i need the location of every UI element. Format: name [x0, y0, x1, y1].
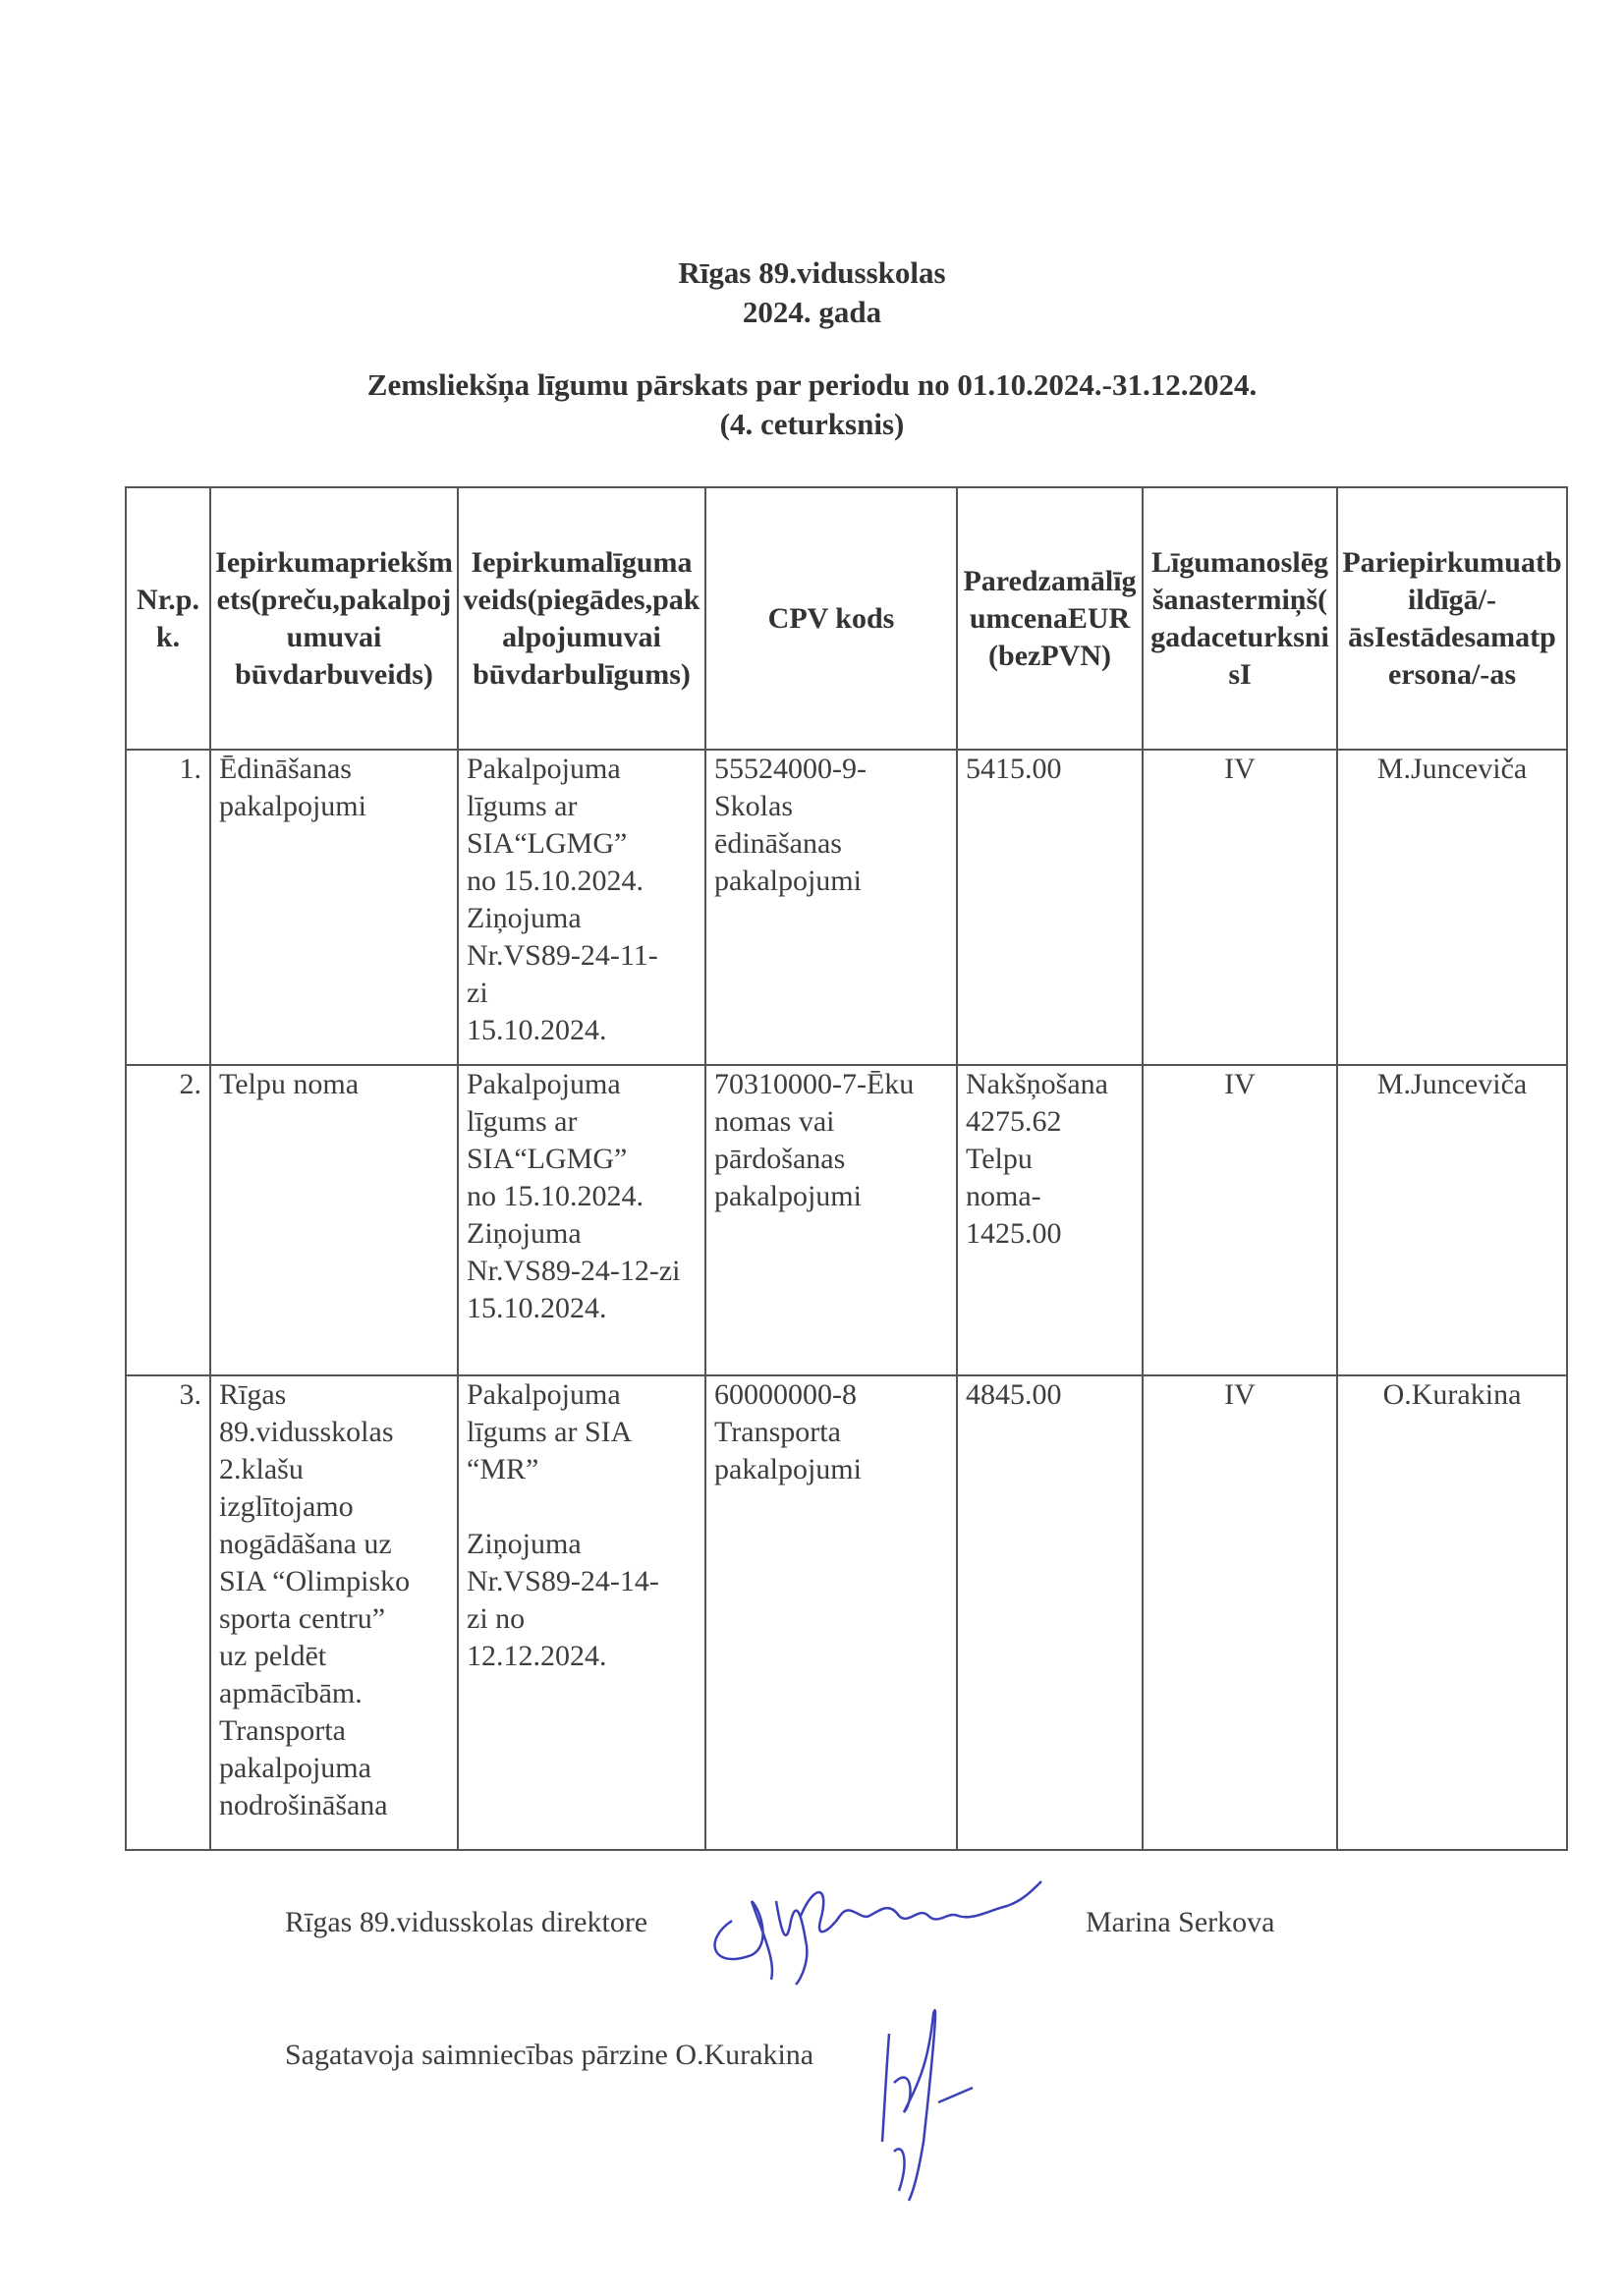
cell-line: Nr.VS89-24-12-zi — [467, 1255, 681, 1287]
cell-cpv — [705, 1375, 957, 1850]
cell-line: pakalpojumi — [219, 790, 366, 822]
cell-line: 89.vidusskolas — [219, 1416, 394, 1448]
col-header-subject — [210, 487, 458, 750]
cell-line: pakalpojumi — [714, 1453, 862, 1485]
cell-line: zi — [467, 977, 488, 1009]
cell-contract-type — [458, 1065, 705, 1375]
cell-line: Pakalpojuma — [467, 1378, 621, 1411]
cell-line: pakalpojumi — [714, 1180, 862, 1212]
cell-line: apmācībām. — [219, 1677, 363, 1709]
cell-line: nodrošināšana — [219, 1789, 388, 1821]
cell-cpv — [705, 1065, 957, 1375]
cell-line: pakalpojumu — [502, 583, 700, 653]
cell-line: CPV kods — [767, 601, 895, 635]
cell-line: Paredzamā — [963, 564, 1105, 597]
cell-line: 12.12.2024. — [467, 1640, 607, 1672]
cell-line: ēdināšanas — [714, 827, 842, 860]
table-header-row — [126, 487, 1567, 750]
cell-line: līguma veids — [463, 545, 693, 616]
cell-line: Par — [1342, 545, 1388, 579]
cell-line: (piegādes, — [527, 583, 653, 616]
cell-term: IV — [1143, 1065, 1337, 1375]
cell-line: līgums ar — [467, 790, 578, 822]
cell-line: Iepirkuma — [471, 545, 606, 579]
cell-line: Ēdināšanas — [219, 753, 352, 785]
cell-price — [957, 1065, 1143, 1375]
cell-line: 5415.00 — [966, 753, 1062, 785]
cell-line: pakalpojumi — [714, 865, 862, 897]
cell-line: SIA“LGMG” — [467, 827, 628, 860]
cell-line: noslēgšanas — [1151, 545, 1329, 616]
cell-subject — [210, 750, 458, 1065]
cell-line: veids) — [359, 657, 433, 691]
cell-line: 1425.00 — [966, 1217, 1062, 1250]
contracts-table — [125, 486, 1568, 1851]
cell-line: Telpu noma — [219, 1068, 360, 1100]
cell-line — [467, 1488, 697, 1526]
director-signature — [693, 1862, 1105, 1994]
cell-line: “MR” — [467, 1453, 539, 1485]
cell-line: no 15.10.2024. — [467, 865, 644, 897]
director-label: Rīgas 89.vidusskolas direktore — [285, 1906, 648, 1938]
cell-line: līgums ar SIA — [467, 1416, 633, 1448]
cell-line: amatpersona/- — [1387, 620, 1556, 691]
cell-nr: 1. — [126, 750, 210, 1065]
cell-subject — [210, 1375, 458, 1850]
cell-line: Nr.VS89-24-14- — [467, 1565, 659, 1597]
col-header-price — [957, 487, 1143, 750]
cell-line: SIA “Olimpisko — [219, 1565, 411, 1597]
cell-line: termiņš — [1220, 583, 1318, 616]
cell-line: 70310000-7-Ēku — [714, 1068, 915, 1100]
cell-line: Nr. — [137, 583, 176, 616]
cell-line: Nr.VS89-24-11- — [467, 939, 658, 972]
cell-line: Ziņojuma — [467, 1528, 582, 1560]
cell-line: 60000000-8 — [714, 1378, 857, 1411]
prepared-by-label: Sagatavoja saimniecības pārzine O.Kurakina — [285, 2039, 814, 2071]
cell-line: Transporta — [219, 1714, 346, 1747]
cell-contract-type — [458, 750, 705, 1065]
cell-price — [957, 750, 1143, 1065]
cell-line: noma- — [966, 1180, 1041, 1212]
cell-line: līgums) — [596, 657, 691, 691]
cell-line: I — [1240, 657, 1252, 691]
cell-cpv — [705, 750, 957, 1065]
cell-nr: 3. — [126, 1375, 210, 1850]
cell-line: pakalpojumu — [286, 583, 452, 653]
cell-contract-type — [458, 1375, 705, 1850]
col-header-nr — [126, 487, 210, 750]
report-title: Zemsliekšņa līgumu pārskats par periodu no 01.10.2024.-31.12.2024. — [366, 367, 1258, 402]
cell-line: EUR (bez — [988, 601, 1131, 672]
cell-line: Rīgas — [219, 1378, 287, 1411]
cell-line: 4845.00 — [966, 1378, 1062, 1411]
cell-line: 15.10.2024. — [467, 1292, 607, 1324]
cell-line: atbildīgā/-ās — [1348, 545, 1562, 653]
cell-term: IV — [1143, 1375, 1337, 1850]
cell-line: vai būvdarbu — [473, 620, 661, 691]
cell-line: līgums ar — [467, 1105, 578, 1138]
cell-line: Pakalpojuma — [467, 1068, 621, 1100]
cell-responsible: M.Junceviča — [1337, 1065, 1567, 1375]
cell-line: Telpu — [966, 1143, 1033, 1175]
cell-line: sporta centru” — [219, 1602, 386, 1635]
cell-line: vai būvdarbu — [235, 620, 382, 691]
cell-nr: 2. — [126, 1065, 210, 1375]
cell-line: zi no — [467, 1602, 526, 1635]
cell-line: pakalpojuma — [219, 1752, 371, 1784]
cell-line: SIA“LGMG” — [467, 1143, 628, 1175]
cell-line: 2.klašu — [219, 1453, 304, 1485]
cell-line: no 15.10.2024. — [467, 1180, 644, 1212]
school-name: Rīgas 89.vidusskolas — [678, 255, 946, 290]
cell-line: Skolas — [714, 790, 794, 822]
table-row — [126, 750, 1567, 1065]
cell-line: pārdošanas — [714, 1143, 846, 1175]
director-name: Marina Serkova — [1086, 1906, 1275, 1938]
cell-line: Iestādes — [1373, 620, 1477, 653]
signature-scribble-preparer — [865, 1994, 1022, 2220]
cell-line: Pakalpojuma — [467, 753, 621, 785]
col-header-responsible — [1337, 487, 1567, 750]
signature-scribble-director — [693, 1862, 1105, 1989]
table-row — [126, 1065, 1567, 1375]
cell-line: 55524000-9- — [714, 753, 867, 785]
cell-line: (gada — [1150, 583, 1328, 653]
col-header-cpv — [705, 487, 957, 750]
cell-line: Līguma — [1150, 545, 1250, 579]
cell-line: Iepirkuma — [215, 545, 350, 579]
cell-line: as — [1489, 657, 1516, 691]
cell-line: 15.10.2024. — [467, 1014, 607, 1046]
report-year: 2024. gada — [742, 295, 882, 329]
cell-responsible: M.Junceviča — [1337, 750, 1567, 1065]
cell-line: p. — [175, 583, 199, 616]
cell-line: Ziņojuma — [467, 902, 582, 934]
cell-line: līgumcena — [969, 564, 1137, 635]
cell-subject — [210, 1065, 458, 1375]
cell-line: Transporta — [714, 1416, 841, 1448]
cell-term: IV — [1143, 750, 1337, 1065]
cell-line: nomas vai — [714, 1105, 835, 1138]
cell-line: priekšmets — [216, 545, 453, 616]
cell-line: izglītojamo — [219, 1490, 354, 1523]
report-quarter: (4. ceturksnis) — [719, 407, 905, 441]
col-header-term — [1143, 487, 1337, 750]
cell-line: PVN) — [1040, 639, 1111, 672]
preparer-signature — [865, 1994, 1022, 2225]
cell-responsible: O.Kurakina — [1337, 1375, 1567, 1850]
cell-price — [957, 1375, 1143, 1850]
cell-line: k. — [155, 620, 181, 653]
cell-line: ceturksnis — [1210, 620, 1329, 691]
cell-line: uz peldēt — [219, 1640, 327, 1672]
col-header-contract-type — [458, 487, 705, 750]
cell-line: Ziņojuma — [467, 1217, 582, 1250]
cell-line: 4275.62 — [966, 1105, 1062, 1138]
cell-line: nogādāšana uz — [219, 1528, 392, 1560]
table-row — [126, 1375, 1567, 1850]
cell-line: iepirkumu — [1387, 545, 1521, 579]
cell-line: Nakšņošana — [966, 1068, 1108, 1100]
cell-line: (preču, — [251, 583, 340, 616]
